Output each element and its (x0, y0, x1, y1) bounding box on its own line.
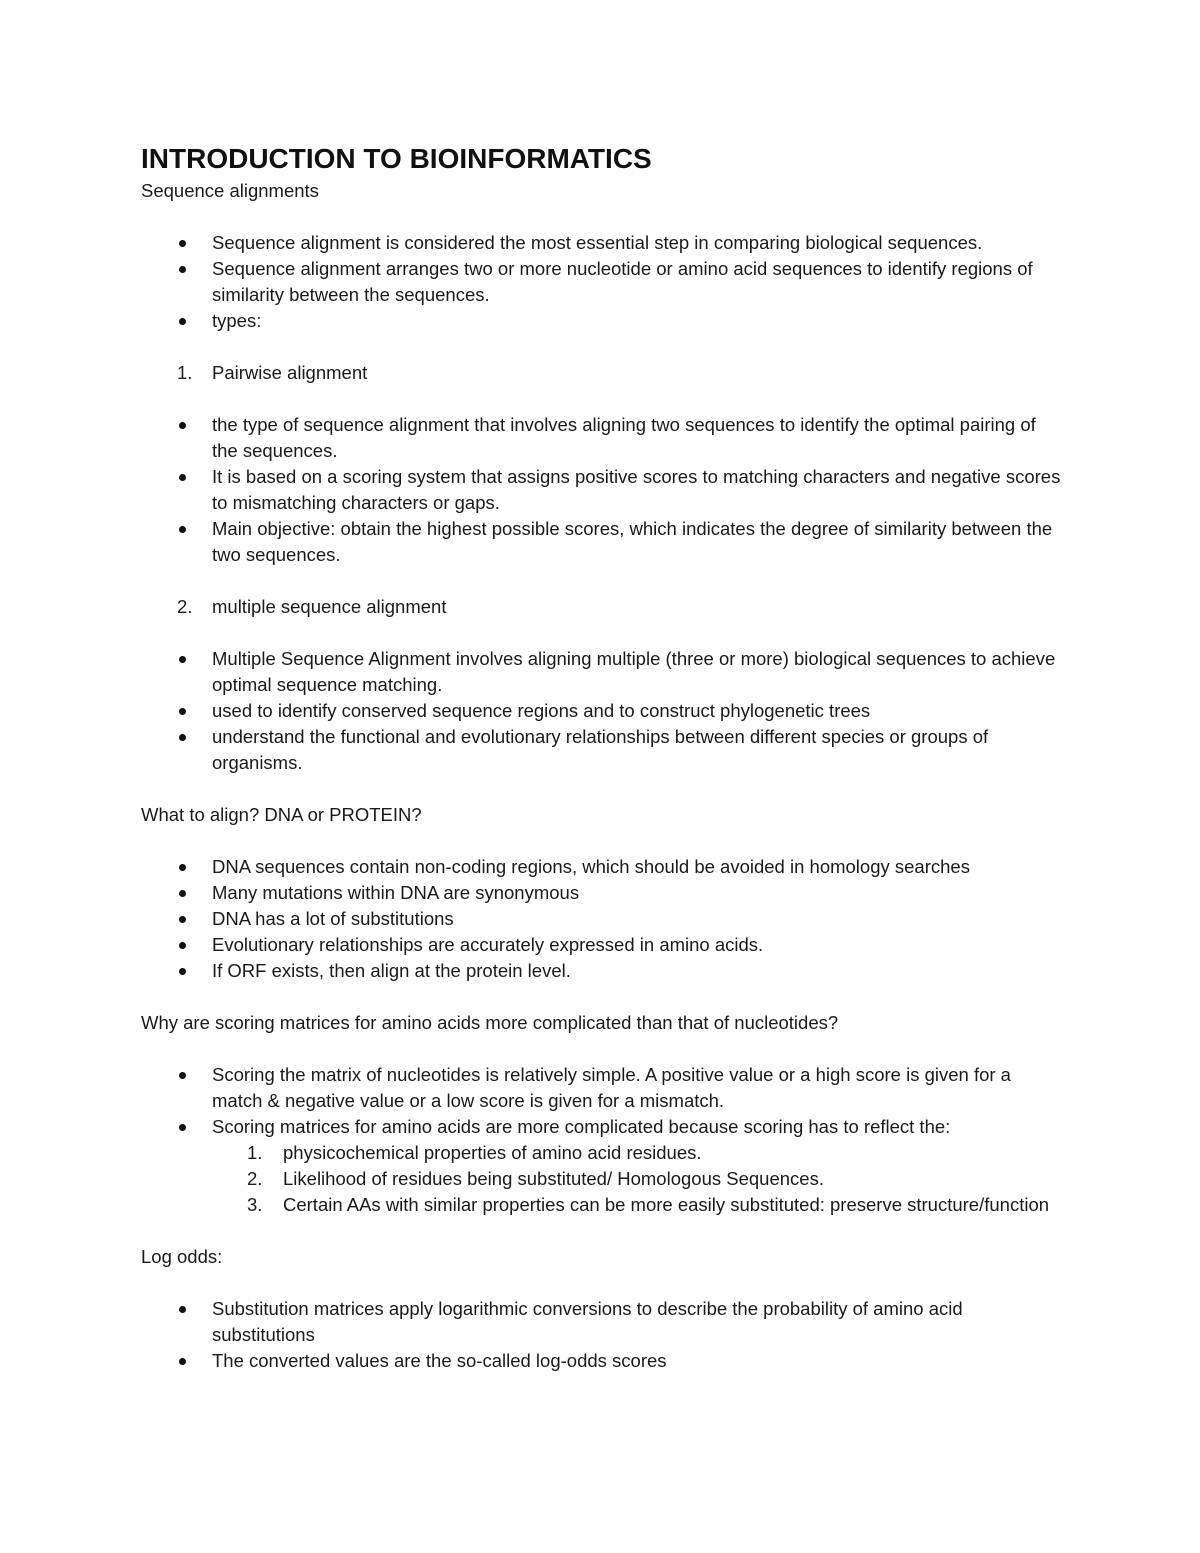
spacer (141, 1270, 1061, 1296)
list-item: Main objective: obtain the highest possible scores, which indicates the degree of similarity between the two sequences. (141, 516, 1061, 568)
intro-bullet-list (141, 230, 1061, 334)
list-item: It is based on a scoring system that assigns positive scores to matching characters and negative scores to mismatching characters or gaps. (141, 464, 1061, 516)
spacer (141, 620, 1061, 646)
spacer (141, 828, 1061, 854)
list-item: DNA has a lot of substitutions (141, 906, 1061, 932)
type-1-list (141, 360, 1061, 386)
document-title: INTRODUCTION TO BIOINFORMATICS (141, 143, 652, 174)
sub-list-item (141, 1192, 1061, 1218)
spacer (141, 204, 1061, 230)
list-item-label: multiple sequence alignment (212, 596, 447, 617)
scoring-sub-list (141, 1140, 1061, 1218)
spacer (141, 776, 1061, 802)
list-number: 1. (177, 362, 193, 383)
type-2-list (141, 594, 1061, 620)
sub-list-item-text: Likelihood of residues being substituted/ Homologous Sequences. (283, 1168, 824, 1189)
question-what-to-align: What to align? DNA or PROTEIN? (141, 804, 422, 825)
spacer (141, 1036, 1061, 1062)
list-number: 2. (247, 1168, 263, 1189)
list-item: used to identify conserved sequence regions and to construct phylogenetic trees (141, 698, 1061, 724)
list-item: If ORF exists, then align at the protein level. (141, 958, 1061, 984)
spacer (141, 984, 1061, 1010)
sub-list-item-text: Certain AAs with similar properties can be more easily substituted: preserve structure/function (283, 1194, 1050, 1215)
list-item: Evolutionary relationships are accurately expressed in amino acids. (141, 932, 1061, 958)
pairwise-bullet-list (141, 412, 1061, 568)
list-item (141, 1114, 1061, 1140)
list-item: Scoring the matrix of nucleotides is relatively simple. A positive value or a high score is given for a match & negative value or a low score is given for a mismatch. (141, 1062, 1061, 1114)
list-item: the type of sequence alignment that involves aligning two sequences to identify the optimal pairing of the sequences. (141, 412, 1061, 464)
sub-list-item-text: physicochemical properties of amino acid residues. (283, 1142, 702, 1163)
msa-bullet-list (141, 646, 1061, 776)
log-odds-bullet-list (141, 1296, 1061, 1374)
spacer (141, 568, 1061, 594)
spacer (141, 1218, 1061, 1244)
question-scoring-matrices: Why are scoring matrices for amino acids more complicated than that of nucleotides? (141, 1012, 839, 1033)
list-item-text: Scoring matrices for amino acids are more complicated because scoring has to reflect the: (212, 1116, 951, 1137)
section-heading-sequence-alignments: Sequence alignments (141, 180, 319, 201)
list-item: Many mutations within DNA are synonymous (141, 880, 1061, 906)
list-item: Multiple Sequence Alignment involves aligning multiple (three or more) biological sequences to achieve optimal sequence matching. (141, 646, 1061, 698)
list-item-pairwise (141, 360, 1061, 386)
list-item-label: Pairwise alignment (212, 362, 368, 383)
spacer (141, 334, 1061, 360)
list-item: types: (141, 308, 1061, 334)
heading-log-odds: Log odds: (141, 1246, 223, 1267)
list-item: The converted values are the so-called log-odds scores (141, 1348, 1061, 1374)
spacer (141, 386, 1061, 412)
list-item-msa (141, 594, 1061, 620)
list-item: understand the functional and evolutionary relationships between different species or groups of organisms. (141, 724, 1061, 776)
list-item: DNA sequences contain non-coding regions, which should be avoided in homology searches (141, 854, 1061, 880)
list-item: Sequence alignment arranges two or more nucleotide or amino acid sequences to identify regions of similarity between the sequences. (141, 256, 1061, 308)
sub-list-item (141, 1166, 1061, 1192)
sub-list-item (141, 1140, 1061, 1166)
list-number: 3. (247, 1194, 263, 1215)
scoring-bullet-list (141, 1062, 1061, 1140)
list-item: Sequence alignment is considered the most essential step in comparing biological sequences. (141, 230, 1061, 256)
dna-protein-bullet-list (141, 854, 1061, 984)
list-number: 1. (247, 1142, 263, 1163)
document-page (141, 140, 1061, 1374)
list-item: Substitution matrices apply logarithmic conversions to describe the probability of amino acid substitutions (141, 1296, 1061, 1348)
list-number: 2. (177, 596, 193, 617)
